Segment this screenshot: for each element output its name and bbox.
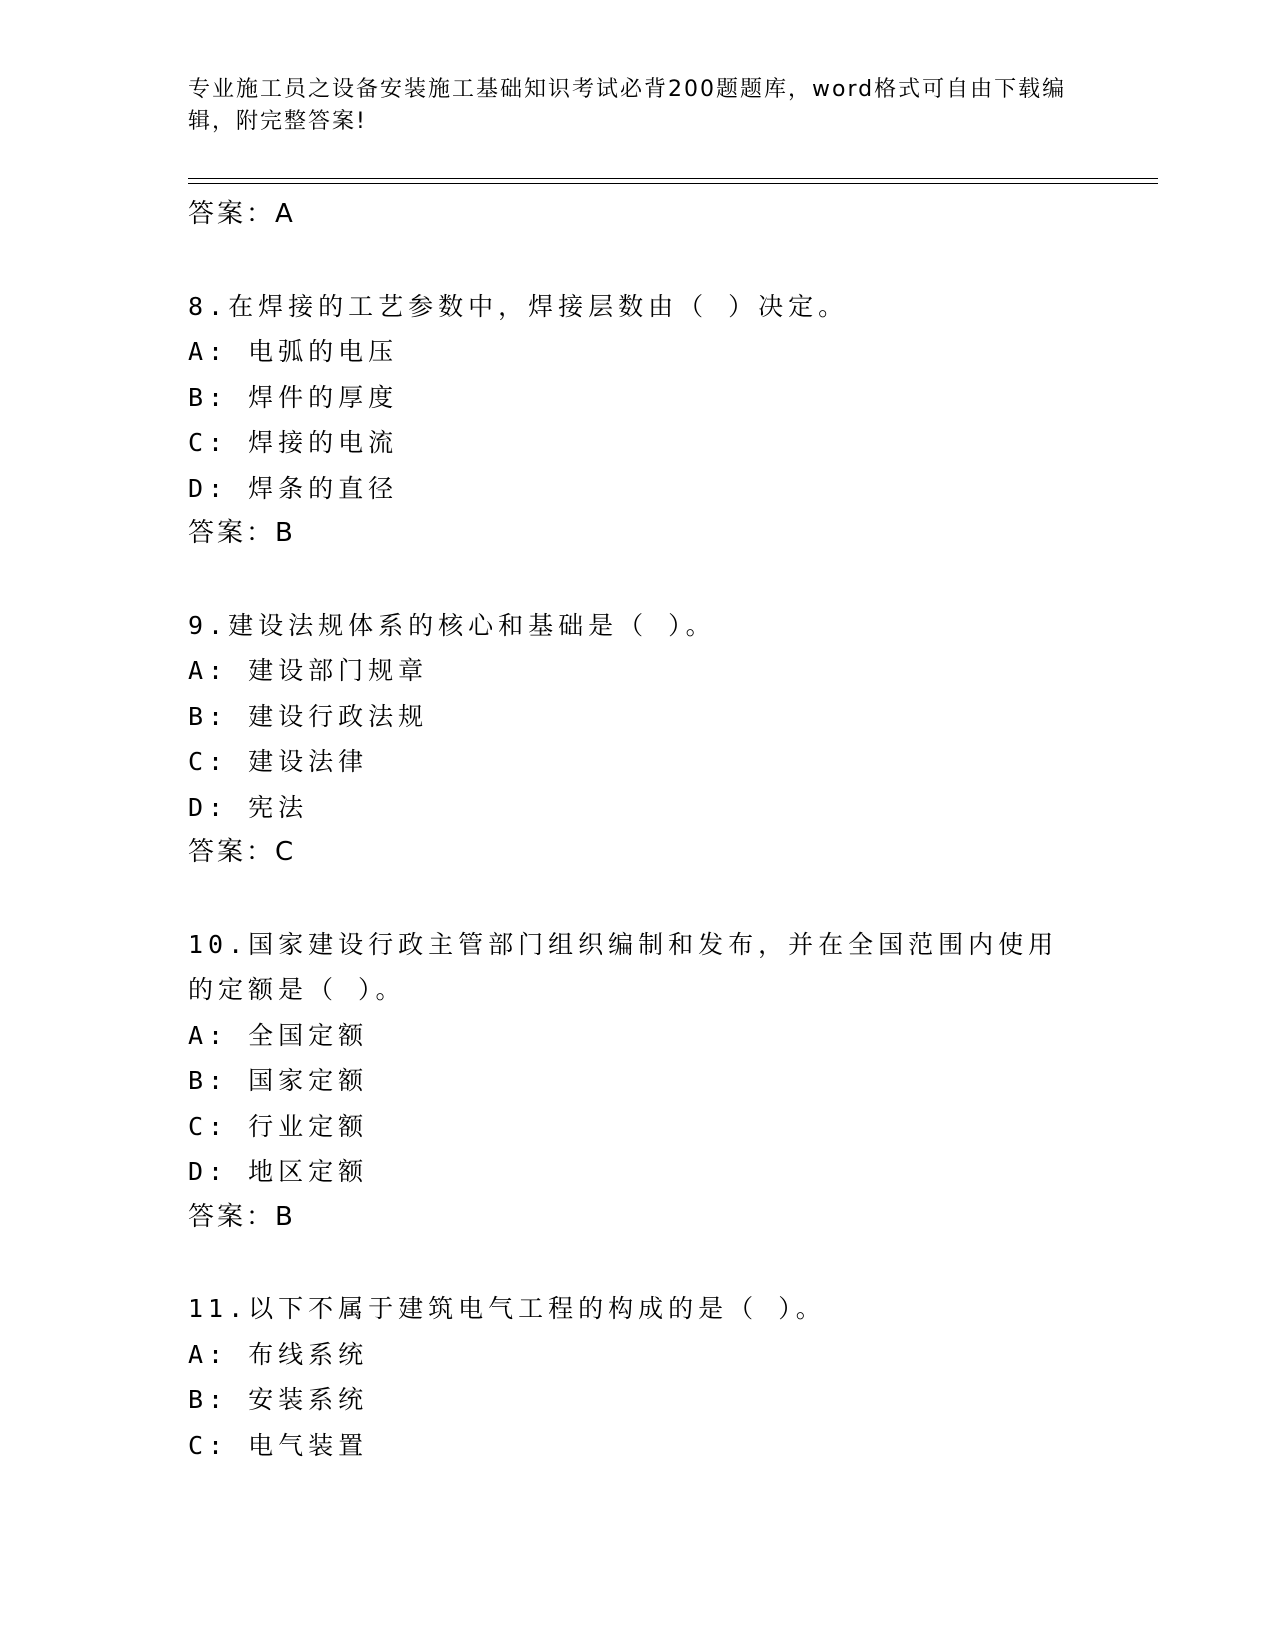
question-9	[188, 603, 1108, 876]
option-a: A: 建设部门规章	[188, 656, 429, 685]
answer-prev: 答案：A	[188, 199, 296, 229]
option-b: B: 焊件的厚度	[188, 382, 399, 412]
option-b: B: 建设行政法规	[188, 701, 429, 731]
option-a: A: 布线系统	[188, 1339, 369, 1369]
question-text: 11.以下不属于建筑电气工程的构成的是（ ）。	[188, 1294, 826, 1323]
document-body	[188, 192, 1108, 1468]
option-a: A: 全国定额	[188, 1020, 369, 1050]
option-c: C: 电气装置	[188, 1430, 369, 1460]
document-header: 专业施工员之设备安装施工基础知识考试必背200题题库，word格式可自由下载编辑，附完整答案!	[188, 77, 1067, 134]
option-c: C: 焊接的电流	[188, 428, 399, 457]
option-c: C: 行业定额	[188, 1111, 369, 1141]
option-a: A: 电弧的电压	[188, 337, 399, 366]
question-8	[188, 284, 1108, 557]
answer: 答案：C	[188, 837, 297, 867]
answer: 答案：B	[188, 1201, 296, 1232]
option-d: D: 焊条的直径	[188, 473, 399, 503]
question-text: 10.国家建设行政主管部门组织编制和发布，并在全国范围内使用的定额是（ ）。	[188, 929, 1059, 1004]
answer: 答案：B	[188, 518, 296, 548]
question-text: 8.在焊接的工艺参数中，焊接层数由（ ）决定。	[188, 291, 849, 321]
question-text: 9.建设法规体系的核心和基础是（ ）。	[188, 610, 716, 640]
option-b: B: 安装系统	[188, 1385, 369, 1414]
header-divider-top	[188, 178, 1158, 179]
option-c: C: 建设法律	[188, 747, 369, 776]
option-d: D: 宪法	[188, 792, 309, 822]
option-d: D: 地区定额	[188, 1157, 369, 1186]
option-b: B: 国家定额	[188, 1066, 369, 1095]
question-11	[188, 1286, 1108, 1468]
question-10	[188, 922, 1108, 1241]
header-divider-bottom	[188, 183, 1158, 184]
